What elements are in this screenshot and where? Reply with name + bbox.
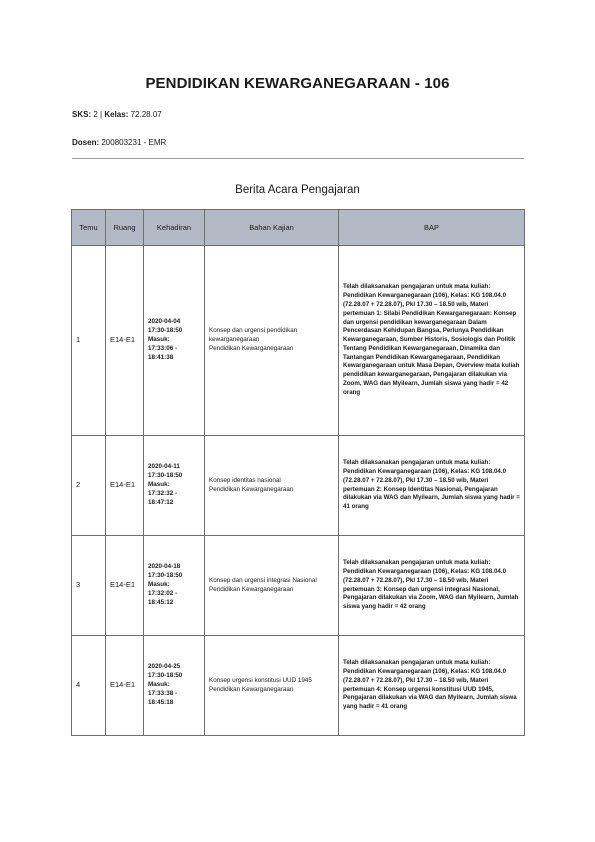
kehadiran-masuk-label: Masuk: <box>148 336 170 344</box>
kehadiran-date: 2020-04-11 <box>148 463 180 471</box>
kehadiran-masuk-time: 17:32:02 - 18:45:12 <box>148 589 178 606</box>
bahan-kajian-cell <box>205 636 339 736</box>
bahan-topic: Konsep dan urgensi integrasi Nasional <box>209 576 317 584</box>
dosen-label: Dosen: <box>72 138 100 147</box>
kehadiran-time: 17:30-18:50 <box>148 472 183 480</box>
sks-label: SKS: <box>72 110 92 119</box>
dosen-value: 200803231 - EMR <box>101 138 167 147</box>
kehadiran-masuk-label: Masuk: <box>148 681 170 689</box>
table-row <box>72 636 525 736</box>
bahan-kajian-cell <box>205 246 339 436</box>
bap-cell: Telah dilaksanakan pengajaran untuk mata kuliah: Pendidikan Kewarganegaraan (106), Kelas: KG 108.04.0 (72.28.07 + 72.28.07), Pkl 17.30 – 18.50 wib, Materi pertemuan 3: Konsep dan urgensi integrasi Nasional, Pengajaran dilakukan via Zoom, WAG dan Myilearn, Jumlah siswa yang hadir = 42 orang <box>339 536 525 636</box>
bahan-topic: Konsep dan urgensi pendidikan kewarganegaraan <box>209 327 298 344</box>
bahan-course: Pendidikan Kewarganegaraan <box>209 685 294 693</box>
bap-table <box>71 209 525 736</box>
temu-cell: 3 <box>72 536 106 636</box>
section-title: Berita Acara Pengajaran <box>235 184 360 196</box>
page-title: PENDIDIKAN KEWARGANEGARAAN - 106 <box>145 75 450 92</box>
kehadiran-date: 2020-04-18 <box>148 563 181 571</box>
header-ruang: Ruang <box>106 210 144 246</box>
kehadiran-date: 2020-04-25 <box>148 663 181 671</box>
kehadiran-cell <box>144 246 205 436</box>
bahan-kajian-cell <box>205 436 339 536</box>
temu-cell: 4 <box>72 636 106 736</box>
bahan-topic: Konsep urgensi konstitusi UUD 1945 <box>209 676 312 684</box>
ruang-cell: E14-E1 <box>106 246 144 436</box>
kehadiran-masuk-time: 17:33:38 - 18:45:18 <box>148 689 178 706</box>
kelas-label: Kelas: <box>104 110 129 119</box>
ruang-cell: E14-E1 <box>106 636 144 736</box>
header-bahan-kajian: Bahan Kajian <box>205 210 339 246</box>
bahan-course: Pendidikan Kewarganegaraan <box>209 585 294 593</box>
kelas-value: 72.28.07 <box>130 110 162 119</box>
bap-cell: Telah dilaksanakan pengajaran untuk mata kuliah: Pendidikan Kewarganegaraan (106), Kelas: KG 108.04.0 (72.28.07 + 72.28.07), Pkl 17.30 – 18.50 wib, Materi pertemuan 2: Konsep Identitas Nasional, Pengajaran dilakukan via WAG dan Myilearn, Jumlah siswa yang hadir = 41 orang <box>339 436 525 536</box>
kehadiran-masuk-label: Masuk: <box>148 481 170 489</box>
divider <box>72 158 524 159</box>
bahan-course: Pendidikan Kewarganegaraan <box>209 344 294 352</box>
table-row <box>72 536 525 636</box>
kehadiran-cell <box>144 536 205 636</box>
kehadiran-time: 17:30-18:50 <box>148 572 183 580</box>
bahan-topic: Konsep identitas nasional <box>209 476 281 484</box>
kehadiran-time: 17:30-18:50 <box>148 327 183 335</box>
header-bap: BAP <box>339 210 525 246</box>
header-temu: Temu <box>72 210 106 246</box>
sks-kelas-line <box>72 110 162 119</box>
header-kehadiran: Kehadiran <box>144 210 205 246</box>
bahan-kajian-cell <box>205 536 339 636</box>
bap-cell: Telah dilaksanakan pengajaran untuk mata kuliah: Pendidikan Kewarganegaraan (106), Kelas: KG 108.04.0 (72.28.07 + 72.28.07), Pkl 17.30 – 18.50 wib, Materi pertemuan 1: Silabi Pendidikan Kewarganegaraan: Konsep dan urgensi pendidikan kewarganegaraan Dalam Pencerdasan Kehidupan Bangsa, Perlunya Pendidikan Kewarganegaraan, Sumber Historis, Sosiologis dan Politik Tentang Pendidikan Kewarganegaraan, Dinamika dan Tantangan Pendidikan Kewarganegaraan, Pendidikan Kewarganegaraan untuk Masa Depan, Overview mata kuliah pendidikan kewarganegaraan, Pengajaran dilakukan via Zoom, WAG dan Myilearn, Jumlah siswa yang hadir = 42 orang <box>339 246 525 436</box>
ruang-cell: E14-E1 <box>106 536 144 636</box>
kehadiran-cell <box>144 636 205 736</box>
table-row <box>72 246 525 436</box>
kehadiran-date: 2020-04-04 <box>148 318 181 326</box>
table-header-row <box>72 210 525 246</box>
bap-cell: Telah dilaksanakan pengajaran untuk mata kuliah: Pendidikan Kewarganegaraan (106), Kelas: KG 108.04.0 (72.28.07 + 72.28.07), Pkl 17.30 – 18.50 wib, Materi pertemuan 4: Konsep urgensi konstitusi UUD 1945, Pengajaran dilakukan via WAG dan Myilearn, Jumlah siswa yang hadir = 41 orang <box>339 636 525 736</box>
kehadiran-masuk-time: 17:33:06 - 18:41:38 <box>148 344 178 361</box>
dosen-line <box>72 138 166 147</box>
kehadiran-masuk-time: 17:32:32 - 18:47:12 <box>148 489 178 506</box>
table-row <box>72 436 525 536</box>
separator: | <box>100 110 103 119</box>
bahan-course: Pendidikan Kewarganegaraan <box>209 485 294 493</box>
kehadiran-masuk-label: Masuk: <box>148 581 170 589</box>
kehadiran-time: 17:30-18:50 <box>148 672 183 680</box>
ruang-cell: E14-E1 <box>106 436 144 536</box>
kehadiran-cell <box>144 436 205 536</box>
sks-value: 2 <box>93 110 98 119</box>
temu-cell: 2 <box>72 436 106 536</box>
temu-cell: 1 <box>72 246 106 436</box>
